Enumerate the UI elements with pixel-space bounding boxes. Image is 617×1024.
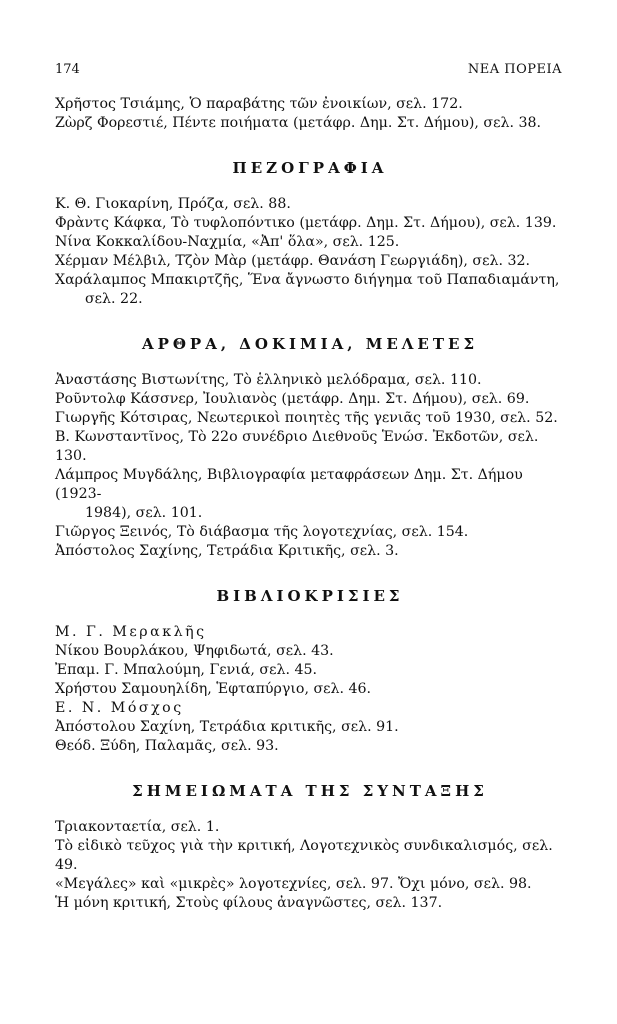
list-item <box>55 466 565 523</box>
list-item: Γιωργῆς Κότσιρας, Νεωτερικοὶ ποιητὲς τῆς γενιᾶς τοῦ 1930, σελ. 52. <box>55 410 558 426</box>
reviewer-name: Μ. Γ. Μερακλῆς <box>55 624 207 640</box>
list-item: Β. Κωνσταντῖνος, Τὸ 22ο συνέδριο Διεθνοῦς Ἑνώσ. Ἐκδοτῶν, σελ. 130. <box>55 429 539 464</box>
entry-continuation: σελ. 22. <box>85 291 143 307</box>
list-item: Ἀναστάσης Βιστωνίτης, Τὸ ἑλληνικὸ μελόδραμα, σελ. 110. <box>55 372 482 388</box>
list-item <box>55 271 565 309</box>
entry-continuation: 1984), σελ. 101. <box>85 505 203 521</box>
list-item: Γιῶργος Ξεινός, Τὸ διάβασμα τῆς λογοτεχνίας, σελ. 154. <box>55 524 469 540</box>
list-item: Χέρμαν Μέλβιλ, Τζὸν Μὰρ (μετάφρ. Θανάση Γεωργιάδη), σελ. 32. <box>55 253 531 269</box>
section-title-editorial-notes: ΣΗΜΕΙΩΜΑΤΑ ΤΗΣ ΣΥΝΤΑΞΗΣ <box>132 782 488 800</box>
section-title-articles: ΑΡΘΡΑ, ΔΟΚΙΜΙΑ, ΜΕΛΕΤΕΣ <box>141 335 479 353</box>
list-item: Τριακονταετία, σελ. 1. <box>55 819 220 835</box>
running-title: ΝΕΑ ΠΟΡΕΙΑ <box>467 62 562 77</box>
page-number: 174 <box>55 62 80 77</box>
list-item: Ἡ μόνη κριτική, Στοὺς φίλους ἀναγνῶστες, σελ. 137. <box>55 895 443 911</box>
list-item: «Μεγάλες» καὶ «μικρὲς» λογοτεχνίες, σελ. 97. Ὄχι μόνο, σελ. 98. <box>55 876 532 892</box>
list-item: Τὸ εἰδικὸ τεῦχος γιὰ τὴν κριτική, Λογοτεχνικὸς συνδικαλισμός, σελ. 49. <box>55 838 553 873</box>
list-item: Χρῆστος Τσιάμης, Ὁ παραβάτης τῶν ἐνοικίων, σελ. 172. <box>55 96 463 112</box>
reviewer-name: Ε. Ν. Μόσχος <box>55 700 184 716</box>
list-item: Ἀπόστολος Σαχίνης, Τετράδια Κριτικῆς, σελ. 3. <box>55 543 399 559</box>
list-item: Ἐπαμ. Γ. Μπαλούμη, Γενιά, σελ. 45. <box>55 662 318 678</box>
section-title-prose: ΠΕΖΟΓΡΑΦΙΑ <box>232 159 388 177</box>
list-item: Νίνα Κοκκαλίδου-Ναχμία, «Ἀπ' ὅλα», σελ. 125. <box>55 234 400 250</box>
entry-text: Χαράλαμπος Μπακιρτζῆς, Ἕνα ἄγνωστο διήγημα τοῦ Παπαδιαμάντη, <box>55 272 560 288</box>
index-content <box>55 95 565 913</box>
list-item: Κ. Θ. Γιοκαρίνη, Πρόζα, σελ. 88. <box>55 196 291 212</box>
list-item: Θεόδ. Ξύδη, Παλαμᾶς, σελ. 93. <box>55 738 279 754</box>
entry-text: Λάμπρος Μυγδάλης, Βιβλιογραφία μεταφράσεων Δημ. Στ. Δήμου (1923- <box>55 467 523 502</box>
list-item: Ζὼρζ Φορεστιέ, Πέντε ποιήματα (μετάφρ. Δημ. Στ. Δήμου), σελ. 38. <box>55 115 542 131</box>
list-item: Ἀπόστολου Σαχίνη, Τετράδια κριτικῆς, σελ. 91. <box>55 719 399 735</box>
list-item: Φρὰντς Κάφκα, Τὸ τυφλοπόντικο (μετάφρ. Δημ. Στ. Δήμου), σελ. 139. <box>55 215 557 231</box>
section-title-reviews: ΒΙΒΛΙΟΚΡΙΣΙΕΣ <box>216 587 404 605</box>
list-item: Χρήστου Σαμουηλίδη, Ἑφταπύργιο, σελ. 46. <box>55 681 372 697</box>
page-header <box>55 62 562 82</box>
list-item: Ροῦντολφ Κάσσνερ, Ἰουλιανὸς (μετάφρ. Δημ. Στ. Δήμου), σελ. 69. <box>55 391 530 407</box>
list-item: Νίκου Βουρλάκου, Ψηφιδωτά, σελ. 43. <box>55 643 334 659</box>
